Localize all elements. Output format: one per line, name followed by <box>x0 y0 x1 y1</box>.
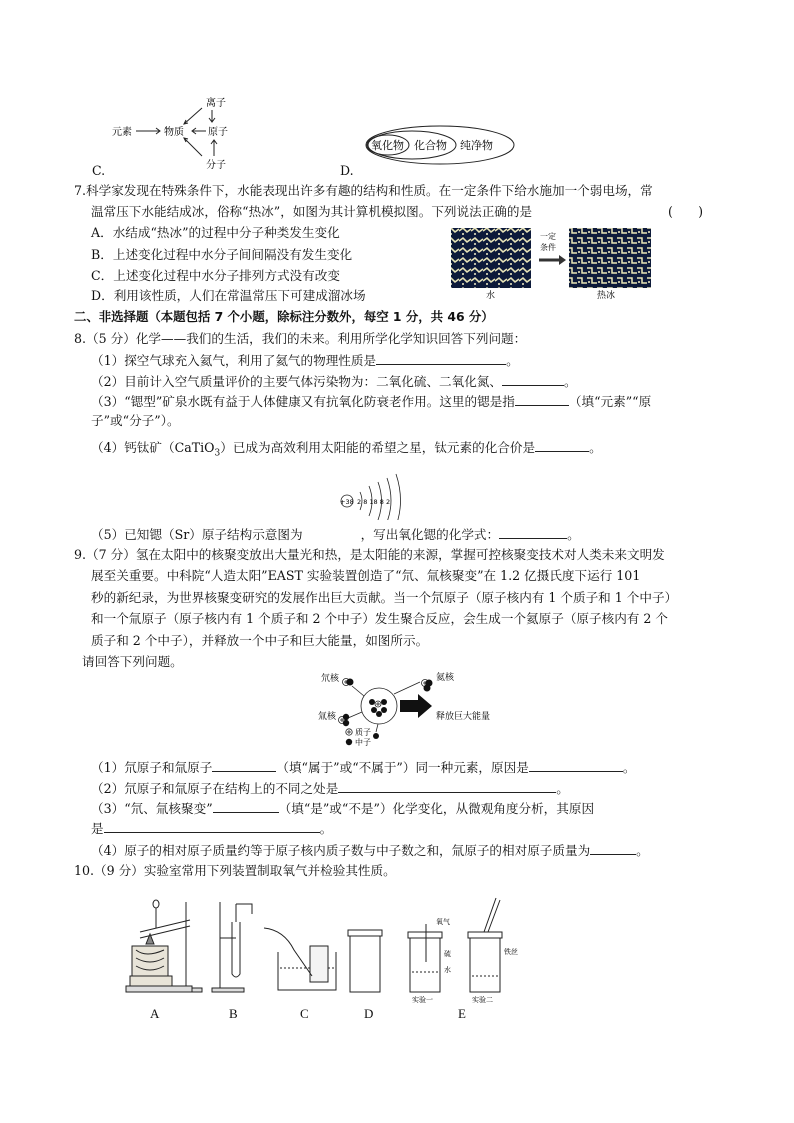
q8-part2: （2）目前计入空气质量评价的主要气体污染物为：二氧化硫、二氧化氮、 。 <box>91 374 577 389</box>
option-d-label: D. <box>340 163 354 178</box>
q7-option-d[interactable]: D．利用该性质，人们在常温常压下可建成溜冰场 <box>91 288 366 303</box>
apparatus-label-e: E <box>458 1006 466 1021</box>
q8-blank2[interactable] <box>502 372 564 386</box>
section-2-heading: 二、非选择题（本题包括 7 个小题，除标注分数外，每空 1 分，共 46 分） <box>74 309 494 324</box>
proton-legend: 质子 <box>355 728 371 737</box>
apparatus-drawing <box>124 892 534 1004</box>
option-d-diagram <box>364 124 516 166</box>
experiment1-label: 实验一 <box>412 996 433 1004</box>
hot-ice-caption: 热冰 <box>597 291 616 300</box>
option-c-diagram <box>110 94 240 172</box>
iron-wire-label: 铁丝 <box>504 948 518 956</box>
hot-ice-simulation-image <box>569 228 651 288</box>
q8-part1: （1）探空气球充入氦气，利用了氦气的物理性质是 。 <box>91 353 519 368</box>
q9-line1: 9.（7 分）氢在太阳中的核聚变放出大量光和热，是太阳能的来源，掌握可控核聚变技术对人类未来文明发 <box>74 547 665 562</box>
oxygen-label: 氧气 <box>436 918 450 926</box>
q9-line5: 质子和 2 个中子），并释放一个中子和巨大能量，如图所示。 <box>91 633 429 648</box>
apparatus-label-b: B <box>229 1006 238 1021</box>
apparatus-label-a: A <box>150 1006 160 1021</box>
fusion-diagram <box>312 668 512 752</box>
arrow-label-bottom: 条件 <box>540 243 556 252</box>
tritium-label: 氚核 <box>318 712 337 722</box>
substance-relation-diagram <box>110 94 240 172</box>
neutron-legend: 中子 <box>355 738 371 747</box>
q9-line2: 展至关重要。中科院“人造太阳”EAST 实验装置创造了“氘、氚核聚变”在 1.2 亿摄氏度下运行 101 <box>91 568 641 583</box>
nucleus-charge: +38 <box>340 498 354 506</box>
q7-option-c[interactable]: C．上述变化过程中水分子排列方式没有改变 <box>91 268 340 283</box>
q9-blank3[interactable] <box>338 779 556 793</box>
q9-blank5[interactable] <box>104 819 320 833</box>
q9-line6: 请回答下列问题。 <box>82 654 183 669</box>
electron-shells: 2 8 18 8 2 <box>357 498 391 506</box>
q8-part3-line1: （3）“锶型”矿泉水既有益于人体健康又有抗氧化防衰老作用。这里的锶是指 （填“元素”“原 <box>91 394 652 409</box>
apparatus-label-d: D <box>364 1006 374 1021</box>
water-simulation-image <box>451 228 531 288</box>
q8-stem: 8.（5 分）化学——我们的生活，我们的未来。利用所学化学知识回答下列问题： <box>74 331 527 346</box>
atom-label: 原子 <box>208 127 228 138</box>
q9-blank1[interactable] <box>212 758 276 772</box>
ion-label: 离子 <box>206 98 226 109</box>
helium-label: 氦核 <box>436 673 455 683</box>
q8-blank4[interactable] <box>535 438 589 452</box>
q7-answer-paren: ( ) <box>668 204 704 219</box>
lab-apparatus-figure <box>124 892 534 1004</box>
q9-blank4[interactable] <box>213 799 279 813</box>
q9-part2: （2）氘原子和氚原子在结构上的不同之处是 。 <box>91 781 569 796</box>
q8-part3-line2: 子”或“分子”）。 <box>91 413 180 428</box>
q9-part3-line2: 是 。 <box>91 821 333 836</box>
q7-option-a[interactable]: A．水结成“热冰”的过程中分子种类发生变化 <box>91 225 340 240</box>
compound-label: 化合物 <box>414 139 447 152</box>
q7-stem-line1: 7.科学家发现在特殊条件下，水能表现出许多有趣的结构和性质。在一定条件下给水施加一个弱电场，常 <box>74 183 653 198</box>
q9-line4: 和一个氚原子（原子核内有 1 个质子和 2 个中子）发生聚合反应，会生成一个氦原子（原子核内有 2 个 <box>91 611 668 626</box>
q9-line3: 秒的新纪录，为世界核聚变研究的发展作出巨大贡献。当一个氘原子（原子核内有 1 个质子和 1 个中子） <box>91 590 678 605</box>
hot-ice-figure <box>447 226 657 300</box>
q8-part4: （4）钙钛矿（CaTiO$_3$）已成为高效利用太阳能的希望之星，钛元素的化合价是 。 <box>91 440 602 459</box>
molecule-label: 分子 <box>206 160 226 171</box>
q9-blank2[interactable] <box>529 758 623 772</box>
q7-stem-line2: 温常压下水能结成冰，俗称“热冰”，如图为其计算机模拟图。下列说法正确的是 <box>91 204 533 219</box>
strontium-atom-diagram <box>338 470 408 520</box>
q9-blank6[interactable] <box>590 841 636 855</box>
pure-substance-label: 纯净物 <box>460 139 493 152</box>
q8-blank5[interactable] <box>499 525 567 539</box>
option-c-label: C. <box>92 163 106 178</box>
energy-label: 释放巨大能量 <box>436 712 491 722</box>
q9-part1: （1）氘原子和氚原子 （填“属于”或“不属于”）同一种元素，原因是 。 <box>91 760 636 775</box>
q10-stem: 10.（9 分）实验室常用下列装置制取氧气并检验其性质。 <box>74 863 396 878</box>
arrow-label-top: 一定 <box>540 232 556 241</box>
substance-label: 物质 <box>164 127 184 138</box>
water-label: 水 <box>444 966 451 974</box>
apparatus-label-c: C <box>300 1006 309 1021</box>
q7-option-b[interactable]: B．上述变化过程中水分子间间隔没有发生变化 <box>91 247 353 262</box>
experiment2-label: 实验二 <box>472 996 493 1004</box>
element-label: 元素 <box>112 127 132 138</box>
deuterium-label: 氘核 <box>321 674 340 684</box>
q8-blank1[interactable] <box>376 351 506 365</box>
oxide-label: 氧化物 <box>371 139 404 152</box>
classification-ellipses <box>364 124 516 166</box>
q9-part4: （4）原子的相对原子质量约等于原子核内质子数与中子数之和，氚原子的相对原子质量为 。 <box>91 843 649 858</box>
q8-blank3[interactable] <box>515 392 569 406</box>
q8-part5: （5）已知锶（Sr）原子结构示意图为 ，写出氧化锶的化学式： 。 <box>91 527 580 542</box>
q9-part3-line1: （3）“氘、氚核聚变” （填“是”或“不是”）化学变化，从微观角度分析，其原因 <box>91 801 595 816</box>
sulfur-label: 硫 <box>444 950 451 958</box>
water-caption: 水 <box>486 291 496 300</box>
